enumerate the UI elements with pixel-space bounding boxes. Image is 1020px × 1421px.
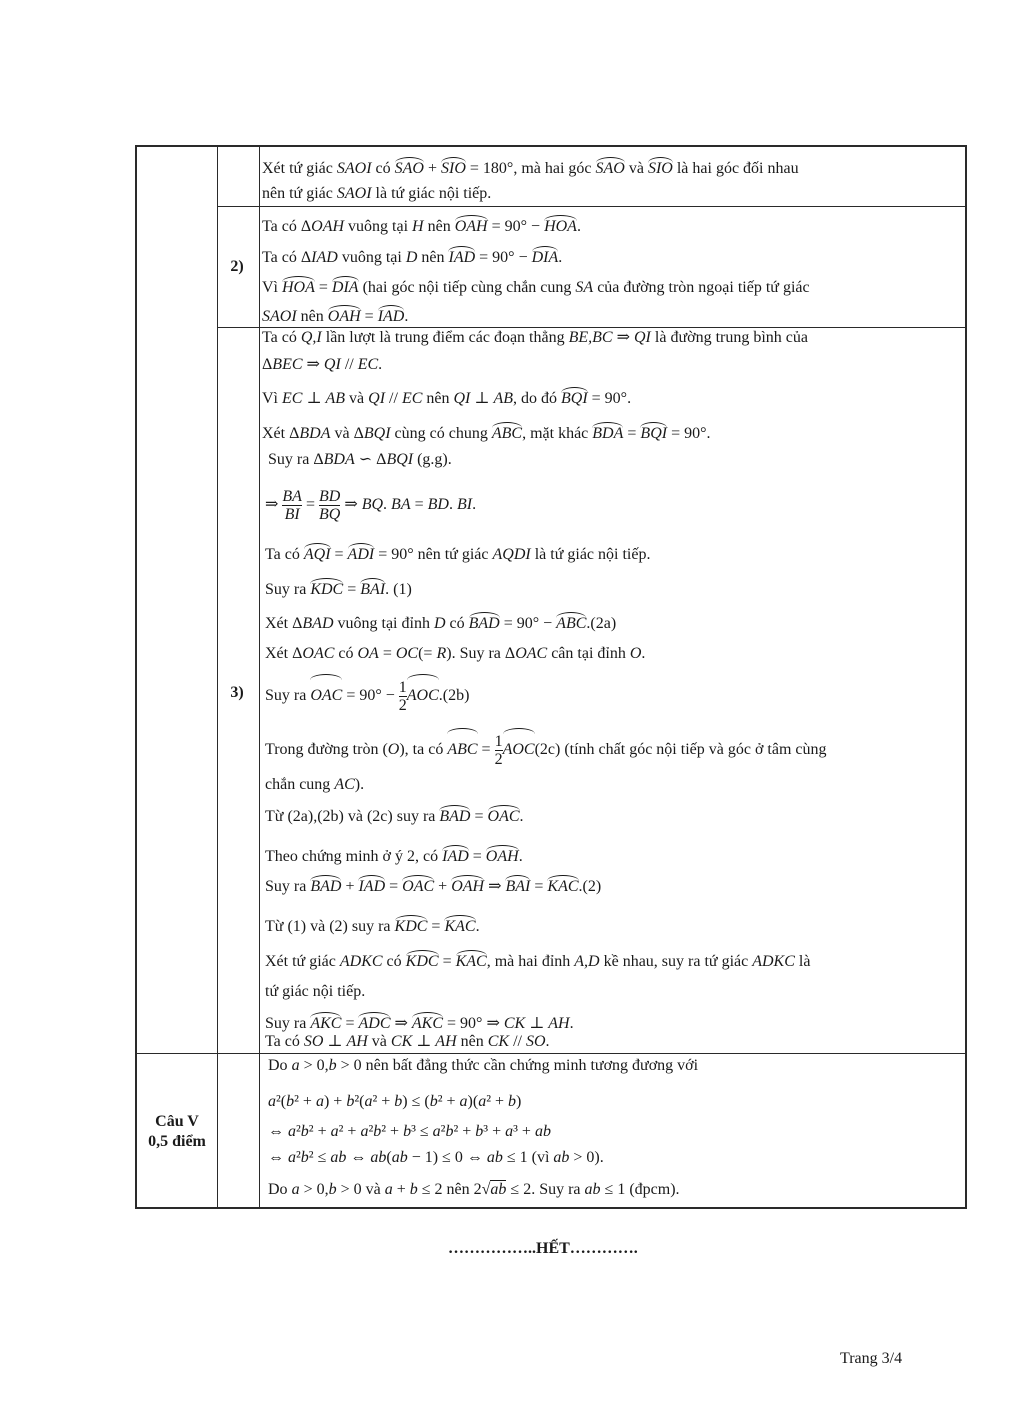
p3-line-11: Suy ra OAC = 90° − $\frac{1}{2}$ AOC.(2b): [265, 674, 469, 716]
part-2-label: 2): [230, 258, 244, 275]
p3-line-6: ⇒ $\frac{BA}{BI}$ = $\frac{BD}{BQ}$ ⇒ BQ. BA = BD. BI.: [265, 487, 477, 523]
p5-line-5: Do a > 0,b > 0 và a + b ≤ 2 nên 2√ab ≤ 2. Suy ra ab ≤ 1 (đpcm).: [268, 1181, 680, 1198]
p2-line-4: SAOI nên OAH = IAD.: [262, 305, 408, 327]
p3-line-8: Suy ra KDC = BAI. (1): [265, 578, 412, 600]
solution-table: [135, 145, 967, 1209]
p2-line-2: Ta có ΔIAD vuông tại D nên IAD = 90° − DIA.: [262, 246, 562, 268]
p5-line-4: ⇔ a²b² ≤ ab ⇔ ab(ab − 1) ≤ 0 ⇔ ab ≤ 1 (vì ab > 0).: [268, 1149, 604, 1166]
p3-line-13: chắn cung AC).: [265, 776, 365, 793]
p2-line-1: Ta có ΔOAH vuông tại H nên OAH = 90° − HOA.: [262, 215, 581, 237]
p3-line-20: Suy ra AKC = ADC ⇒ AKC = 90° ⇒ CK ⊥ AH.: [265, 1012, 574, 1034]
p3-line-10: Xét ΔOAC có OA = OC(= R). Suy ra ΔOAC cân tại đỉnh O.: [265, 645, 646, 662]
part-3-label: 3): [230, 684, 244, 701]
p3-line-18: Xét tứ giác ADKC có KDC = KAC, mà hai đỉnh A,D kề nhau, suy ra tứ giác ADKC là: [265, 950, 810, 972]
page-number: Trang 3/4: [840, 1350, 903, 1367]
end-marker: ……………..HẾT………….: [448, 1240, 638, 1257]
p3-line-19: tứ giác nội tiếp.: [265, 983, 366, 1000]
p3-line-15: Theo chứng minh ở ý 2, có IAD = OAH.: [265, 845, 523, 867]
p2-line-3: Vì HOA = DIA (hai góc nội tiếp cùng chắn cung SA của đường tròn ngoại tiếp tứ giác: [262, 276, 810, 298]
p1-line-2: nên tứ giác SAOI là tứ giác nội tiếp.: [262, 185, 492, 202]
p3-line-17: Từ (1) và (2) suy ra KDC = KAC.: [265, 915, 480, 937]
p5-line-1: Do a > 0,b > 0 nên bất đẳng thức cần chứng minh tương đương với: [268, 1057, 699, 1074]
p3-line-3: Vì EC ⊥ AB và QI // EC nên QI ⊥ AB, do đó BQI = 90°.: [262, 387, 631, 409]
p5-line-2: a²(b² + a) + b²(a² + b) ≤ (b² + a)(a² + b): [268, 1093, 522, 1110]
p3-line-4: Xét ΔBDA và ΔBQI cùng có chung ABC, mặt khác BDA = BQI = 90°.: [262, 422, 711, 444]
cau-5-label: [137, 1112, 217, 1152]
p3-line-2: ΔBEC ⇒ QI // EC.: [262, 356, 383, 373]
row-divider-1: [217, 206, 965, 207]
p3-line-14: Từ (2a),(2b) và (2c) suy ra BAD = OAC.: [265, 805, 524, 827]
p3-line-5: Suy ra ΔBDA ∽ ΔBQI (g.g).: [268, 451, 452, 468]
p3-line-9: Xét ΔBAD vuông tại đỉnh D có BAD = 90° − ABC.(2a): [265, 612, 616, 634]
column-divider-2: [259, 147, 260, 1207]
p1-line-1: Xét tứ giác SAOI có SAO + SIO = 180°, mà hai góc SAO và SIO là hai góc đối nhau: [262, 157, 799, 179]
p3-line-21: Ta có SO ⊥ AH và CK ⊥ AH nên CK // SO.: [265, 1033, 550, 1050]
p3-line-12: Trong đường tròn (O), ta có ABC = $\frac{1}{2}$ AOC(2c) (tính chất góc nội tiếp và góc ở tâm cùng: [265, 728, 827, 770]
cau-5-points: 0,5 điểm: [148, 1133, 206, 1150]
p3-line-1: Ta có Q,I lần lượt là trung điểm các đoạn thẳng BE,BC ⇒ QI là đường trung bình của: [262, 329, 808, 346]
cau-5-title: Câu V: [155, 1113, 199, 1130]
row-divider-3: [137, 1053, 965, 1054]
column-divider-1: [217, 147, 218, 1207]
p3-line-7: Ta có AQI = ADI = 90° nên tứ giác AQDI là tứ giác nội tiếp.: [265, 543, 650, 565]
p5-line-3: ⇔ a²b² + a² + a²b² + b³ ≤ a²b² + b³ + a³ + ab: [268, 1123, 551, 1140]
p3-line-16: Suy ra BAD + IAD = OAC + OAH ⇒ BAI = KAC.(2): [265, 875, 601, 897]
